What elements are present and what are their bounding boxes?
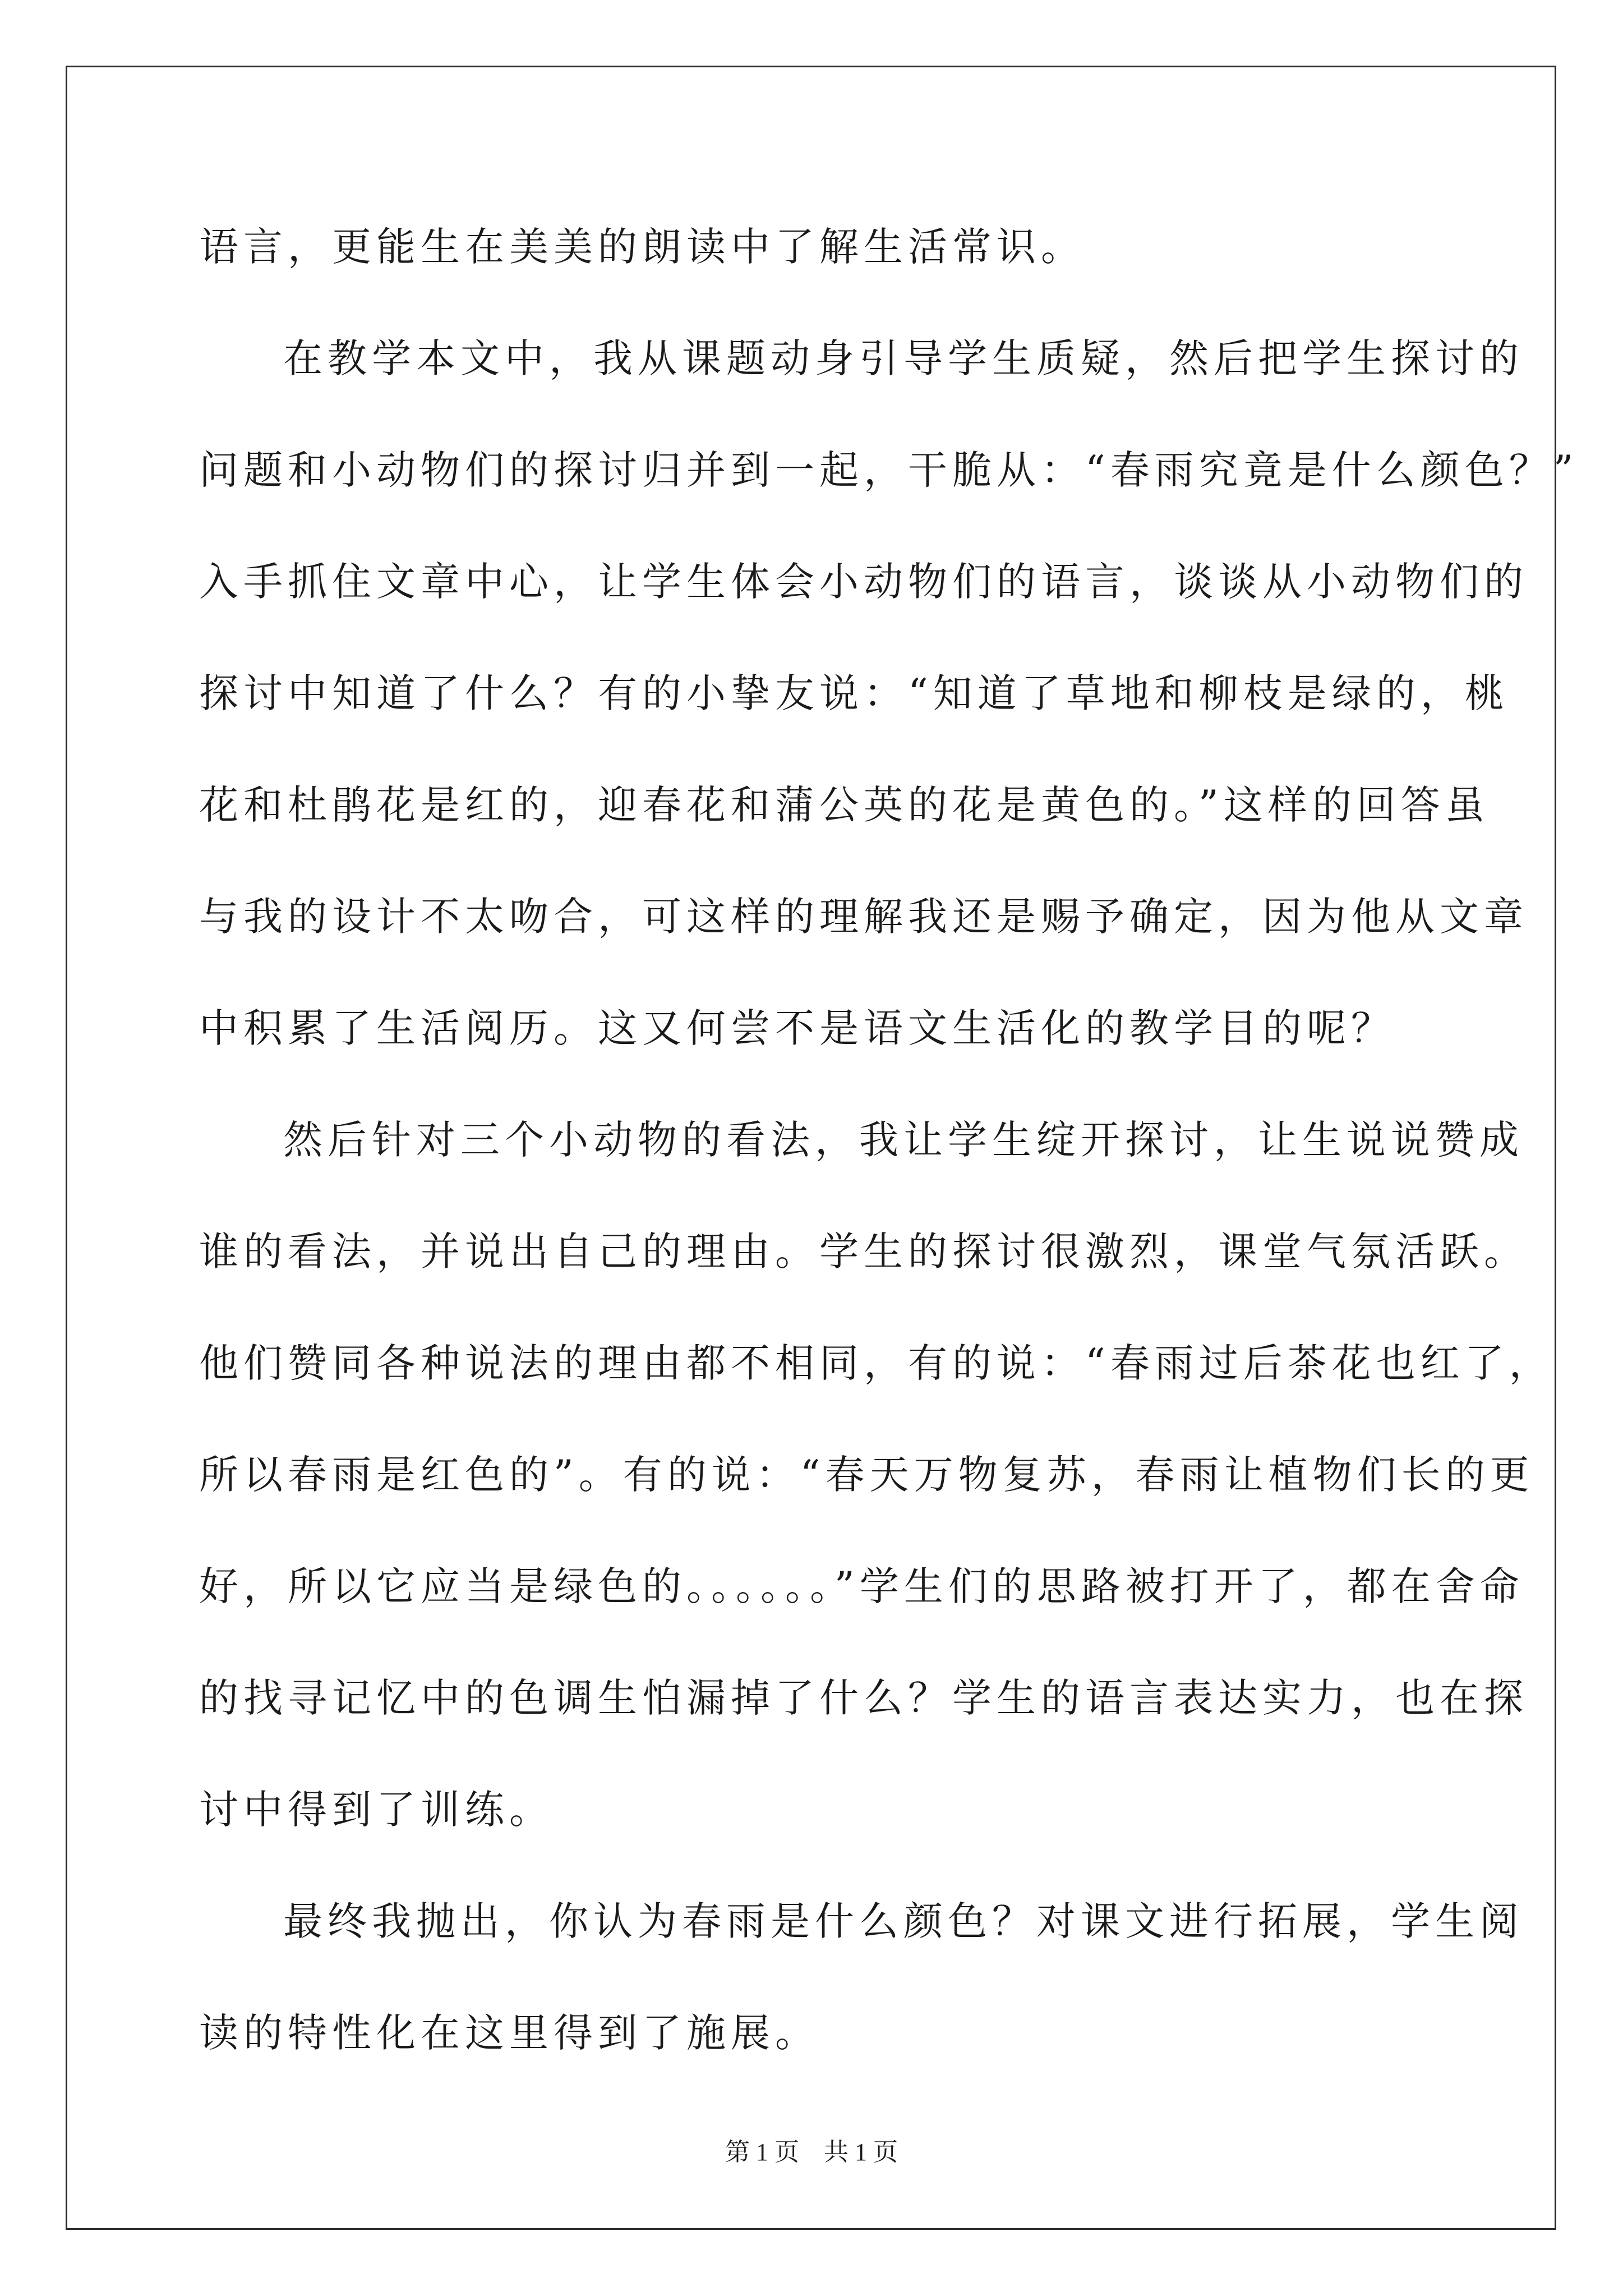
- text-line: 讨中得到了训练。: [199, 1787, 554, 1833]
- text-line: 在教学本文中，我从课题动身引导学生质疑，然后把学生探讨的: [283, 335, 1524, 381]
- text-line: 中积累了生活阅历。这又何尝不是语文生活化的教学目的呢？: [199, 1005, 1395, 1051]
- text-line: 读的特性化在这里得到了施展。: [199, 2010, 819, 2056]
- page-number-footer: 第 1 页 共 1 页: [725, 2138, 898, 2166]
- document-body: [199, 208, 1579, 2105]
- text-line: 花和杜鹃花是红的，迎春花和蒲公英的花是黄色的。”这样的回答虽: [199, 782, 1490, 828]
- text-line: 的找寻记忆中的色调生怕漏掉了什么？学生的语言表达实力，也在探: [199, 1675, 1528, 1721]
- text-line: 问题和小动物们的探讨归并到一起，干脆从：“春雨究竟是什么颜色？”: [199, 447, 1579, 493]
- text-line: 与我的设计不太吻合，可这样的理解我还是赐予确定，因为他从文章: [199, 894, 1528, 940]
- text-line: 所以春雨是红色的”。有的说：“春天万物复苏，春雨让植物们长的更: [199, 1452, 1534, 1498]
- text-line: 语言，更能生在美美的朗读中了解生活常识。: [199, 224, 1085, 270]
- text-line: 好，所以它应当是绿色的。。。。。。”学生们的思路被打开了，都在舍命: [199, 1563, 1524, 1609]
- text-line: 探讨中知道了什么？有的小挚友说：“知道了草地和柳枝是绿的，桃: [199, 670, 1509, 716]
- text-line: 谁的看法，并说出自己的理由。学生的探讨很激烈，课堂气氛活跃。: [199, 1228, 1528, 1274]
- text-line: 入手抓住文章中心，让学生体会小动物们的语言，谈谈从小动物们的: [199, 559, 1528, 605]
- text-line: 最终我抛出，你认为春雨是什么颜色？对课文进行拓展，学生阅: [283, 1898, 1524, 1944]
- text-line: 他们赞同各种说法的理由都不相同，有的说：“春雨过后茶花也红了，: [199, 1340, 1553, 1386]
- text-line: 然后针对三个小动物的看法，我让学生绽开探讨，让生说说赞成: [283, 1117, 1524, 1163]
